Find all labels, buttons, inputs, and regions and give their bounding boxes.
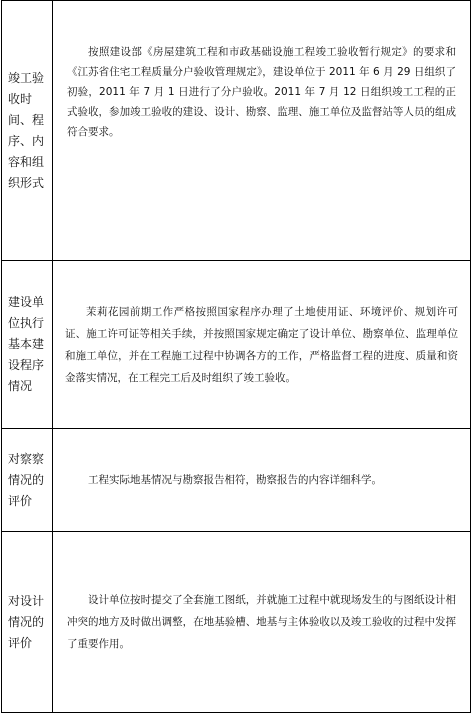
content-text: 工程实际地基情况与勘察报告相符，勘察报告的内容详细科学。 bbox=[88, 474, 382, 486]
row-label-design-evaluation: 对设计情况的评价 bbox=[2, 532, 53, 713]
content-text: 按照建设部《房屋建筑工程和市政基础设施工程竣工验收暂行规定》的要求和《江苏省住宅工程质量分户验收管理规定》，建设单位于 2011 年 6 月 29 日组织了初验，2011 年 7 月 1 日进行了分户验收。2011 年 7 月 12 日组织竣工工程的正式验收，参加竣工验收的建设、设计、勘察、监理、施工单位及监督站等人员的组成符合要求。 bbox=[67, 45, 456, 138]
row-content-design-evaluation bbox=[53, 532, 471, 713]
row-label-construction-procedure: 建设单位执行基本建设程序情况 bbox=[2, 261, 53, 429]
row-content-acceptance-procedure bbox=[53, 1, 471, 261]
table-row bbox=[2, 261, 471, 429]
table-row bbox=[2, 429, 471, 532]
row-content-survey-evaluation bbox=[53, 429, 471, 532]
table-row bbox=[2, 1, 471, 261]
row-content-construction-procedure bbox=[53, 261, 471, 429]
content-text: 设计单位按时提交了全套施工图纸，并就施工过程中就现场发生的与图纸设计相冲突的地方及时做出调整，在地基验槽、地基与主体验收以及竣工验收的过程中发挥了重要作用。 bbox=[67, 594, 456, 650]
row-label-acceptance-procedure: 竣工验收时间、程序、内容和组织形式 bbox=[2, 1, 53, 261]
content-text: 茉莉花园前期工作严格按照国家程序办理了土地使用证、环境评价、规划许可证、施工许可证等相关手续，并按照国家规定确定了设计单位、勘察单位、监理单位和施工单位，并在工程施工过程中协调各方的工作，严格监督工程的进度、质量和资金落实情况，在工程完工后及时组织了竣工验收。 bbox=[65, 305, 458, 384]
acceptance-report-table bbox=[1, 0, 471, 713]
row-label-survey-evaluation: 对察察情况的评价 bbox=[2, 429, 53, 532]
table-row bbox=[2, 532, 471, 713]
